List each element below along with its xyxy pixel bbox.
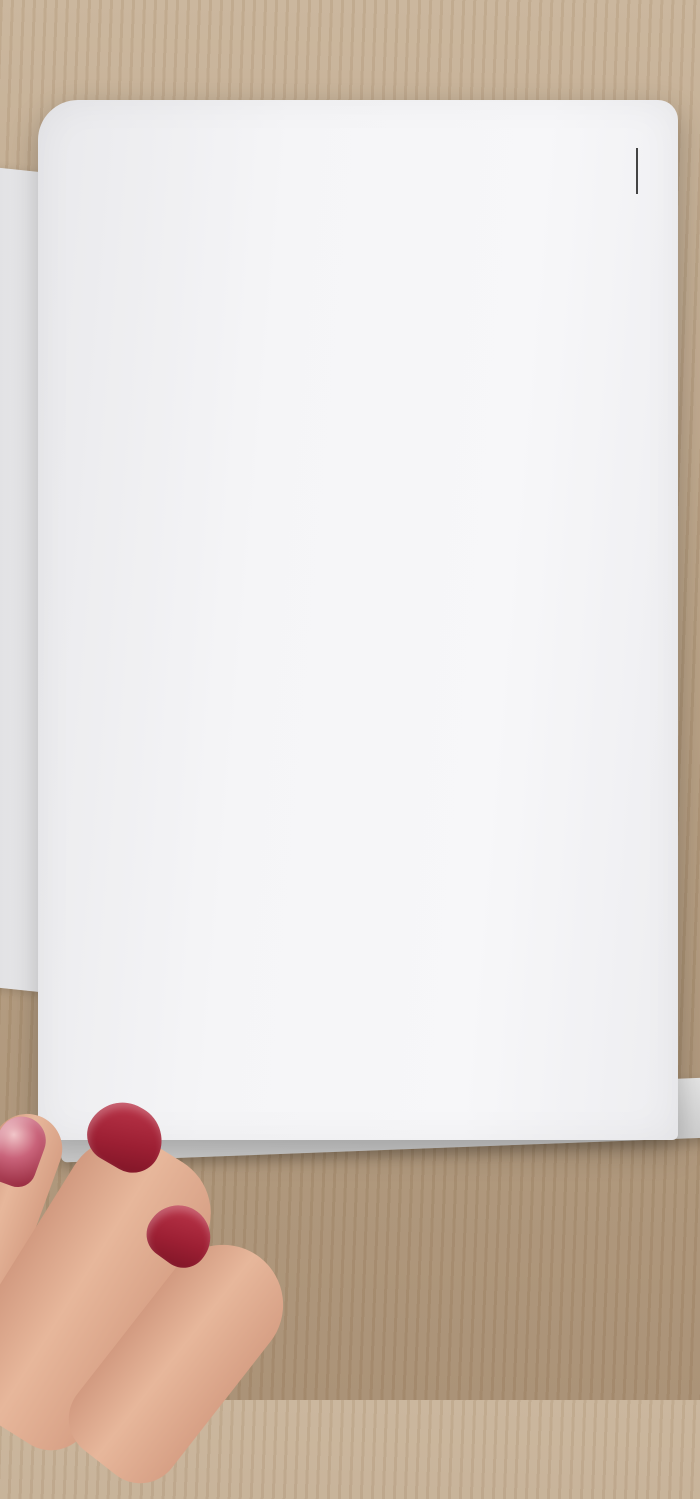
part-heading xyxy=(258,416,498,426)
toc-top-section xyxy=(90,218,569,256)
toc-main-section xyxy=(74,470,614,485)
header-rule xyxy=(636,148,638,194)
part-label xyxy=(258,416,498,424)
part-title xyxy=(258,418,498,426)
book-page xyxy=(38,100,678,1140)
hand xyxy=(0,1110,270,1430)
